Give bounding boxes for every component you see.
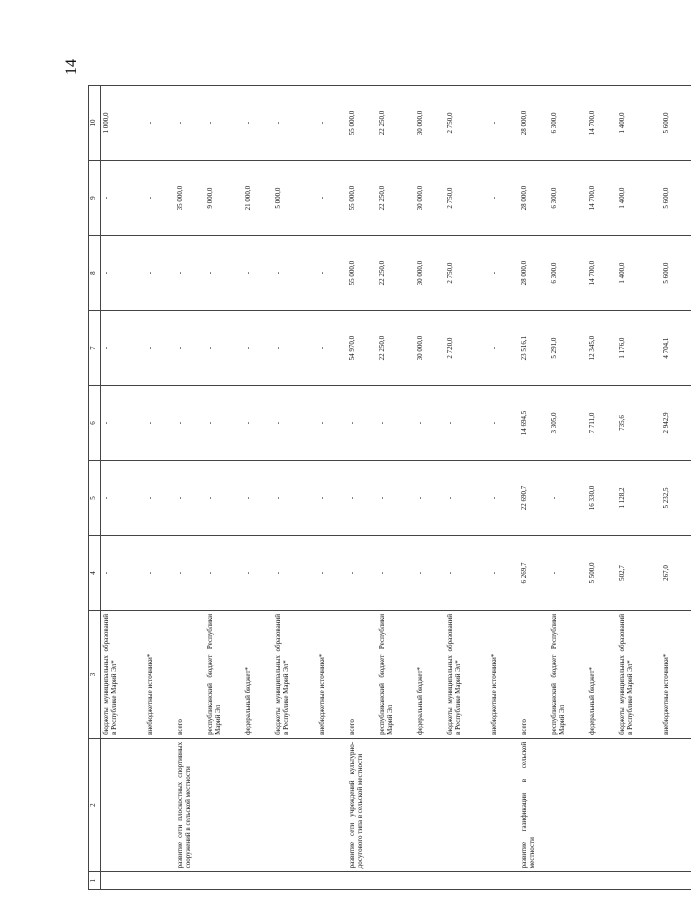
row-number-cell <box>205 872 243 890</box>
value-cell-col-6: - <box>175 386 205 461</box>
funding-source-cell: всего <box>519 611 549 739</box>
value-cell-col-9: 6 300,0 <box>549 161 587 236</box>
row-number-cell <box>415 872 445 890</box>
activity-name-cell: развитие сети учреждений культурно-досугового типа в сельской местности <box>347 738 519 871</box>
value-cell-col-6: - <box>489 386 519 461</box>
value-cell-col-8: - <box>145 236 175 311</box>
activity-name-cell: развитие газификации в сельской местности <box>519 738 691 871</box>
value-cell-col-10: - <box>489 86 519 161</box>
value-cell-col-10: 2 750,0 <box>445 86 489 161</box>
value-cell-col-9: 30 000,0 <box>415 161 445 236</box>
funding-source-cell: республиканский бюджет Республики Марий Эл <box>377 611 415 739</box>
value-cell-col-10: 6 300,0 <box>549 86 587 161</box>
value-cell-col-8: 22 250,0 <box>377 236 415 311</box>
value-cell-col-5: 22 690,7 <box>519 461 549 536</box>
value-cell-col-9: 1 400,0 <box>617 161 661 236</box>
value-cell-col-6: - <box>205 386 243 461</box>
value-cell-col-4: - <box>377 536 415 611</box>
value-cell-col-10: 1 400,0 <box>617 86 661 161</box>
value-cell-col-8: 30 000,0 <box>415 236 445 311</box>
value-cell-col-6: - <box>243 386 273 461</box>
table-row <box>101 86 145 890</box>
value-cell-col-7: - <box>273 311 317 386</box>
value-cell-col-5: - <box>445 461 489 536</box>
value-cell-col-9: - <box>145 161 175 236</box>
value-cell-col-4: - <box>101 536 145 611</box>
value-cell-col-5: 5 232,5 <box>661 461 691 536</box>
value-cell-col-5: - <box>243 461 273 536</box>
header-col-1: 1 <box>89 872 101 890</box>
row-number-cell <box>549 872 587 890</box>
header-col-10: 10 <box>89 86 101 161</box>
value-cell-col-5: - <box>205 461 243 536</box>
value-cell-col-10: 22 250,0 <box>377 86 415 161</box>
header-col-6: 6 <box>89 386 101 461</box>
value-cell-col-8: - <box>273 236 317 311</box>
value-cell-col-6: 735,6 <box>617 386 661 461</box>
value-cell-col-4: - <box>445 536 489 611</box>
row-number-cell <box>243 872 273 890</box>
row-number-cell <box>617 872 661 890</box>
value-cell-col-10: 30 000,0 <box>415 86 445 161</box>
value-cell-col-4: - <box>205 536 243 611</box>
value-cell-col-5: - <box>317 461 347 536</box>
funding-source-cell: внебюджетные источники* <box>145 611 175 739</box>
value-cell-col-7: 1 176,0 <box>617 311 661 386</box>
value-cell-col-7: 23 516,1 <box>519 311 549 386</box>
value-cell-col-6: - <box>415 386 445 461</box>
funding-source-cell: республиканский бюджет Республики Марий Эл <box>549 611 587 739</box>
value-cell-col-10: - <box>317 86 347 161</box>
table-row <box>347 86 377 890</box>
value-cell-col-4: - <box>317 536 347 611</box>
row-number-cell <box>175 872 205 890</box>
value-cell-col-6: - <box>377 386 415 461</box>
row-number-cell <box>317 872 347 890</box>
funding-source-cell: бюджеты муниципальных образований в Республике Марий Эл* <box>445 611 489 739</box>
value-cell-col-9: - <box>101 161 145 236</box>
value-cell-col-6: 14 694,5 <box>519 386 549 461</box>
value-cell-col-10: 14 700,0 <box>587 86 617 161</box>
value-cell-col-4: 502,7 <box>617 536 661 611</box>
value-cell-col-7: - <box>489 311 519 386</box>
header-col-5: 5 <box>89 461 101 536</box>
funding-source-cell: республиканский бюджет Республики Марий Эл <box>205 611 243 739</box>
value-cell-col-4: - <box>175 536 205 611</box>
value-cell-col-6: 2 942,9 <box>661 386 691 461</box>
row-number-cell <box>101 872 145 890</box>
header-col-3: 3 <box>89 611 101 739</box>
funding-source-cell: федеральный бюджет* <box>587 611 617 739</box>
funding-source-cell: федеральный бюджет* <box>243 611 273 739</box>
value-cell-col-6: - <box>445 386 489 461</box>
funding-source-cell: всего <box>347 611 377 739</box>
value-cell-col-10: 55 000,0 <box>347 86 377 161</box>
value-cell-col-7: - <box>101 311 145 386</box>
header-col-8: 8 <box>89 236 101 311</box>
value-cell-col-4: 5 500,0 <box>587 536 617 611</box>
value-cell-col-8: 6 300,0 <box>549 236 587 311</box>
value-cell-col-9: 35 000,0 <box>175 161 205 236</box>
funding-source-cell: внебюджетные источники* <box>317 611 347 739</box>
activity-name-cell: развитие сети плоскостных спортивных сооружений в сельской местности <box>175 738 347 871</box>
value-cell-col-5: - <box>145 461 175 536</box>
value-cell-col-7: 22 250,0 <box>377 311 415 386</box>
value-cell-col-9: - <box>317 161 347 236</box>
header-row <box>89 86 101 890</box>
header-col-9: 9 <box>89 161 101 236</box>
value-cell-col-7: - <box>317 311 347 386</box>
value-cell-col-7: 12 345,0 <box>587 311 617 386</box>
value-cell-col-10: - <box>175 86 205 161</box>
value-cell-col-8: 55 000,0 <box>347 236 377 311</box>
value-cell-col-9: 14 700,0 <box>587 161 617 236</box>
value-cell-col-6: 3 305,0 <box>549 386 587 461</box>
value-cell-col-10: - <box>205 86 243 161</box>
row-number-cell <box>489 872 519 890</box>
value-cell-col-7: 5 291,0 <box>549 311 587 386</box>
value-cell-col-9: 5 000,0 <box>273 161 317 236</box>
value-cell-col-7: - <box>243 311 273 386</box>
value-cell-col-7: 30 000,0 <box>415 311 445 386</box>
page-number: 14 <box>63 59 80 75</box>
value-cell-col-10: - <box>273 86 317 161</box>
value-cell-col-5: - <box>273 461 317 536</box>
value-cell-col-8: 2 750,0 <box>445 236 489 311</box>
value-cell-col-10: - <box>145 86 175 161</box>
value-cell-col-6: - <box>347 386 377 461</box>
value-cell-col-6: 7 711,0 <box>587 386 617 461</box>
value-cell-col-8: - <box>205 236 243 311</box>
value-cell-col-8: - <box>175 236 205 311</box>
value-cell-col-8: - <box>101 236 145 311</box>
row-number-cell <box>445 872 489 890</box>
value-cell-col-7: - <box>145 311 175 386</box>
value-cell-col-5: - <box>549 461 587 536</box>
row-number-cell <box>145 872 175 890</box>
value-cell-col-6: - <box>317 386 347 461</box>
value-cell-col-7: 2 720,0 <box>445 311 489 386</box>
value-cell-col-8: 1 400,0 <box>617 236 661 311</box>
row-number-cell <box>661 872 691 890</box>
funding-source-cell: внебюджетные источники* <box>661 611 691 739</box>
funding-source-cell: бюджеты муниципальных образований в Республике Марий Эл* <box>273 611 317 739</box>
table-row <box>519 86 549 890</box>
value-cell-col-7: - <box>175 311 205 386</box>
value-cell-col-10: 28 000,0 <box>519 86 549 161</box>
funding-source-cell: внебюджетные источники* <box>489 611 519 739</box>
funding-source-cell: бюджеты муниципальных образований в Республике Марий Эл* <box>101 611 145 739</box>
value-cell-col-8: 28 000,0 <box>519 236 549 311</box>
activity-name-cell <box>101 738 175 871</box>
value-cell-col-4: 6 269,7 <box>519 536 549 611</box>
program-funding-table <box>88 85 691 890</box>
funding-source-cell: бюджеты муниципальных образований в Республике Марий Эл* <box>617 611 661 739</box>
funding-source-cell: всего <box>175 611 205 739</box>
table-body <box>101 86 691 890</box>
value-cell-col-5: - <box>175 461 205 536</box>
row-number-cell <box>273 872 317 890</box>
value-cell-col-9: 28 000,0 <box>519 161 549 236</box>
funding-source-cell: федеральный бюджет* <box>415 611 445 739</box>
value-cell-col-9: 21 000,0 <box>243 161 273 236</box>
header-col-4: 4 <box>89 536 101 611</box>
value-cell-col-9: 55 000,0 <box>347 161 377 236</box>
value-cell-col-10: - <box>243 86 273 161</box>
value-cell-col-7: 4 704,1 <box>661 311 691 386</box>
value-cell-col-4: - <box>549 536 587 611</box>
value-cell-col-5: - <box>489 461 519 536</box>
value-cell-col-8: - <box>317 236 347 311</box>
table-row <box>175 86 205 890</box>
value-cell-col-4: - <box>489 536 519 611</box>
row-number-cell <box>587 872 617 890</box>
value-cell-col-5: - <box>415 461 445 536</box>
value-cell-col-7: 54 970,0 <box>347 311 377 386</box>
value-cell-col-9: 22 250,0 <box>377 161 415 236</box>
value-cell-col-5: - <box>347 461 377 536</box>
value-cell-col-10: 5 600,0 <box>661 86 691 161</box>
value-cell-col-7: - <box>205 311 243 386</box>
header-col-7: 7 <box>89 311 101 386</box>
value-cell-col-9: 9 000,0 <box>205 161 243 236</box>
value-cell-col-9: 2 750,0 <box>445 161 489 236</box>
row-number-cell <box>377 872 415 890</box>
value-cell-col-8: 5 600,0 <box>661 236 691 311</box>
value-cell-col-5: 1 128,2 <box>617 461 661 536</box>
row-number-cell <box>519 872 549 890</box>
value-cell-col-6: - <box>145 386 175 461</box>
value-cell-col-10: 1 000,0 <box>101 86 145 161</box>
value-cell-col-4: 267,0 <box>661 536 691 611</box>
value-cell-col-8: - <box>489 236 519 311</box>
value-cell-col-4: - <box>243 536 273 611</box>
value-cell-col-8: 14 700,0 <box>587 236 617 311</box>
value-cell-col-4: - <box>415 536 445 611</box>
value-cell-col-6: - <box>101 386 145 461</box>
value-cell-col-6: - <box>273 386 317 461</box>
value-cell-col-4: - <box>347 536 377 611</box>
value-cell-col-9: - <box>489 161 519 236</box>
value-cell-col-4: - <box>273 536 317 611</box>
header-col-2: 2 <box>89 738 101 871</box>
value-cell-col-9: 5 600,0 <box>661 161 691 236</box>
row-number-cell <box>347 872 377 890</box>
value-cell-col-5: - <box>101 461 145 536</box>
value-cell-col-5: 16 330,0 <box>587 461 617 536</box>
value-cell-col-8: - <box>243 236 273 311</box>
value-cell-col-5: - <box>377 461 415 536</box>
value-cell-col-4: - <box>145 536 175 611</box>
